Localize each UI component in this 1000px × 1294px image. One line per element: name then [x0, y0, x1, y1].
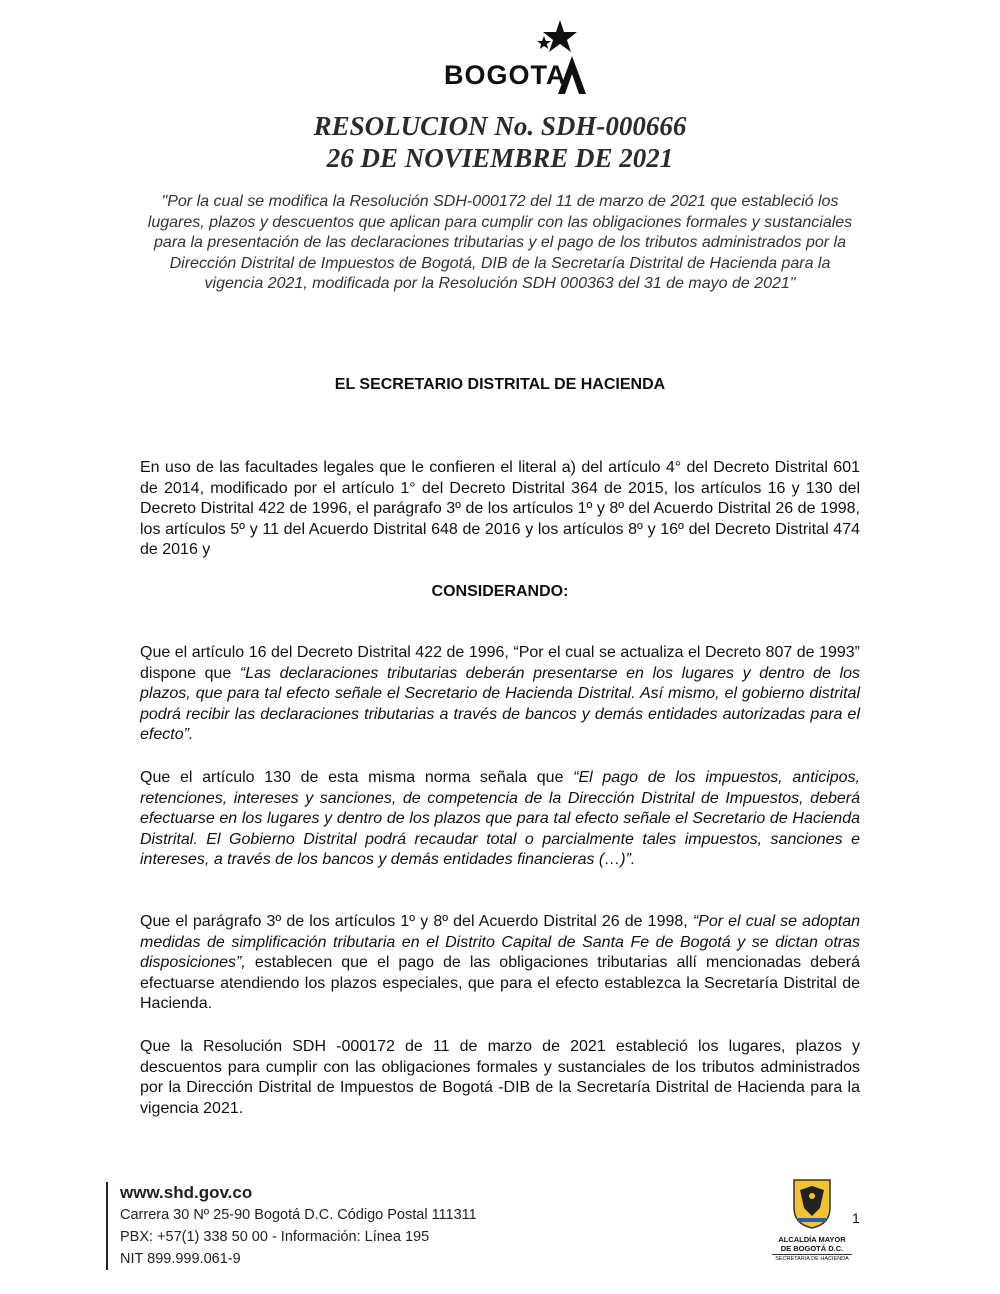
footer-contact: [106, 1182, 477, 1270]
footer-phone: PBX: +57(1) 338 50 00 - Información: Línea 195: [120, 1229, 430, 1245]
seal-line-2: DE BOGOTÁ D.C.: [780, 1244, 844, 1253]
preamble-paragraph: En uso de las facultades legales que le confieren el literal a) del artículo 4° del Decreto Distrital 601 de 2014, modificado por el artículo 1° del Decreto Distrital 364 de 2015, los artículos 16 y 130 del Decreto Distrital 422 de 1996, el parágrafo 3º de los artículos 1º y 8º del Acuerdo Distrital 26 de 1998, los artículos 5º y 11 del Acuerdo Distrital 648 de 2016 y los artículos 8º y 16º del Decreto Distrital 474 de 2016 y: [140, 459, 860, 559]
considerando-paragraph-4: Que la Resolución SDH -000172 de 11 de marzo de 2021 estableció los lugares, plazos y descuentos para cumplir con las obligaciones formales y sustanciales de los tributos administrados por la Dirección Distrital de Impuestos de Bogotá -DIB de la Secretaría Distrital de Hacienda para la vigencia 2021.: [140, 1038, 860, 1117]
paragraph-lead: Que el artículo 130 de esta misma norma señala que: [140, 769, 574, 786]
resolution-subtitle: "Por la cual se modifica la Resolución SDH-000172 del 11 de marzo de 2021 que estableció los lugares, plazos y descuentos que aplican para cumplir con las obligaciones formales y sustanciales para la presentación de las declaraciones tributarias y el pago de los tributos administrados por la Dirección Distrital de Impuestos de Bogotá, DIB de la Secretaría Distrital de Hacienda para la vigencia 2021, modificada por la Resolución SDH 000363 del 31 de mayo de 2021": [147, 193, 853, 292]
considerando-heading: CONSIDERANDO:: [431, 583, 569, 600]
footer-nit: NIT 899.999.061-9: [120, 1251, 241, 1267]
seal-line-1: ALCALDÍA MAYOR: [778, 1235, 846, 1244]
paragraph-quote: “Las declaraciones tributarias deberán presentarse en los lugares y dentro de los plazos, que para tal efecto señale el Secretario de Hacienda Distrital. Así mismo, el gobierno distrital podrá recibir las declaraciones tributarias a través de bancos y demás entidades autorizadas para el efecto”.: [140, 664, 860, 744]
paragraph-quote: “Por el cual se adoptan medidas de simplificación tributaria en el Distrito Capital de Santa Fe de Bogotá y se dictan otras disposiciones”,: [140, 913, 861, 972]
authority-heading: EL SECRETARIO DISTRITAL DE HACIENDA: [334, 376, 666, 393]
paragraph-quote: “El pago de los impuestos, anticipos, retenciones, intereses y sanciones, de competencia de la Dirección Distrital de Impuestos, deberá efectuarse en los lugares y dentro de los plazos que para tal efecto señale el Secretario de Hacienda Distrital. El Gobierno Distrital podrá recaudar total o parcialmente tales impuestos, sanciones e intereses, a través de los bancos y demás entidades financieras (…)”.: [140, 769, 860, 869]
paragraph-lead: Que el artículo 16 del Decreto Distrital 422 de 1996, “Por el cual se actualiza el Decreto 807 de 1993” dispone que: [140, 644, 860, 682]
paragraph-lead: Que el parágrafo 3º de los artículos 1º y 8º del Acuerdo Distrital 26 de 1998,: [140, 913, 693, 930]
considerando-paragraph-2: [140, 768, 860, 871]
footer-website: www.shd.gov.co: [120, 1183, 253, 1202]
resolution-number: RESOLUCION No. SDH-000666: [313, 111, 687, 141]
paragraph-tail: establecen que el pago de las obligaciones tributarias allí mencionadas deberá efectuarse atendiendo los plazos especiales, que para el efecto establezca la Secretaría Distrital de Hacienda.: [140, 954, 860, 1013]
resolution-date: 26 DE NOVIEMBRE DE 2021: [326, 143, 674, 173]
considerando-paragraph-3: [140, 912, 860, 1015]
footer-address: Carrera 30 Nº 25-90 Bogotá D.C. Código Postal 111311: [120, 1207, 477, 1223]
alcaldia-seal: [772, 1178, 852, 1263]
coat-of-arms-icon: [790, 1178, 834, 1230]
seal-line-3: SECRETARIA DE HACIENDA: [772, 1254, 852, 1263]
page-number: 1: [852, 1210, 860, 1226]
logo-text: BOGOTA: [444, 60, 567, 90]
bogota-logo: [440, 18, 600, 98]
considerando-paragraph-1: [140, 643, 860, 746]
